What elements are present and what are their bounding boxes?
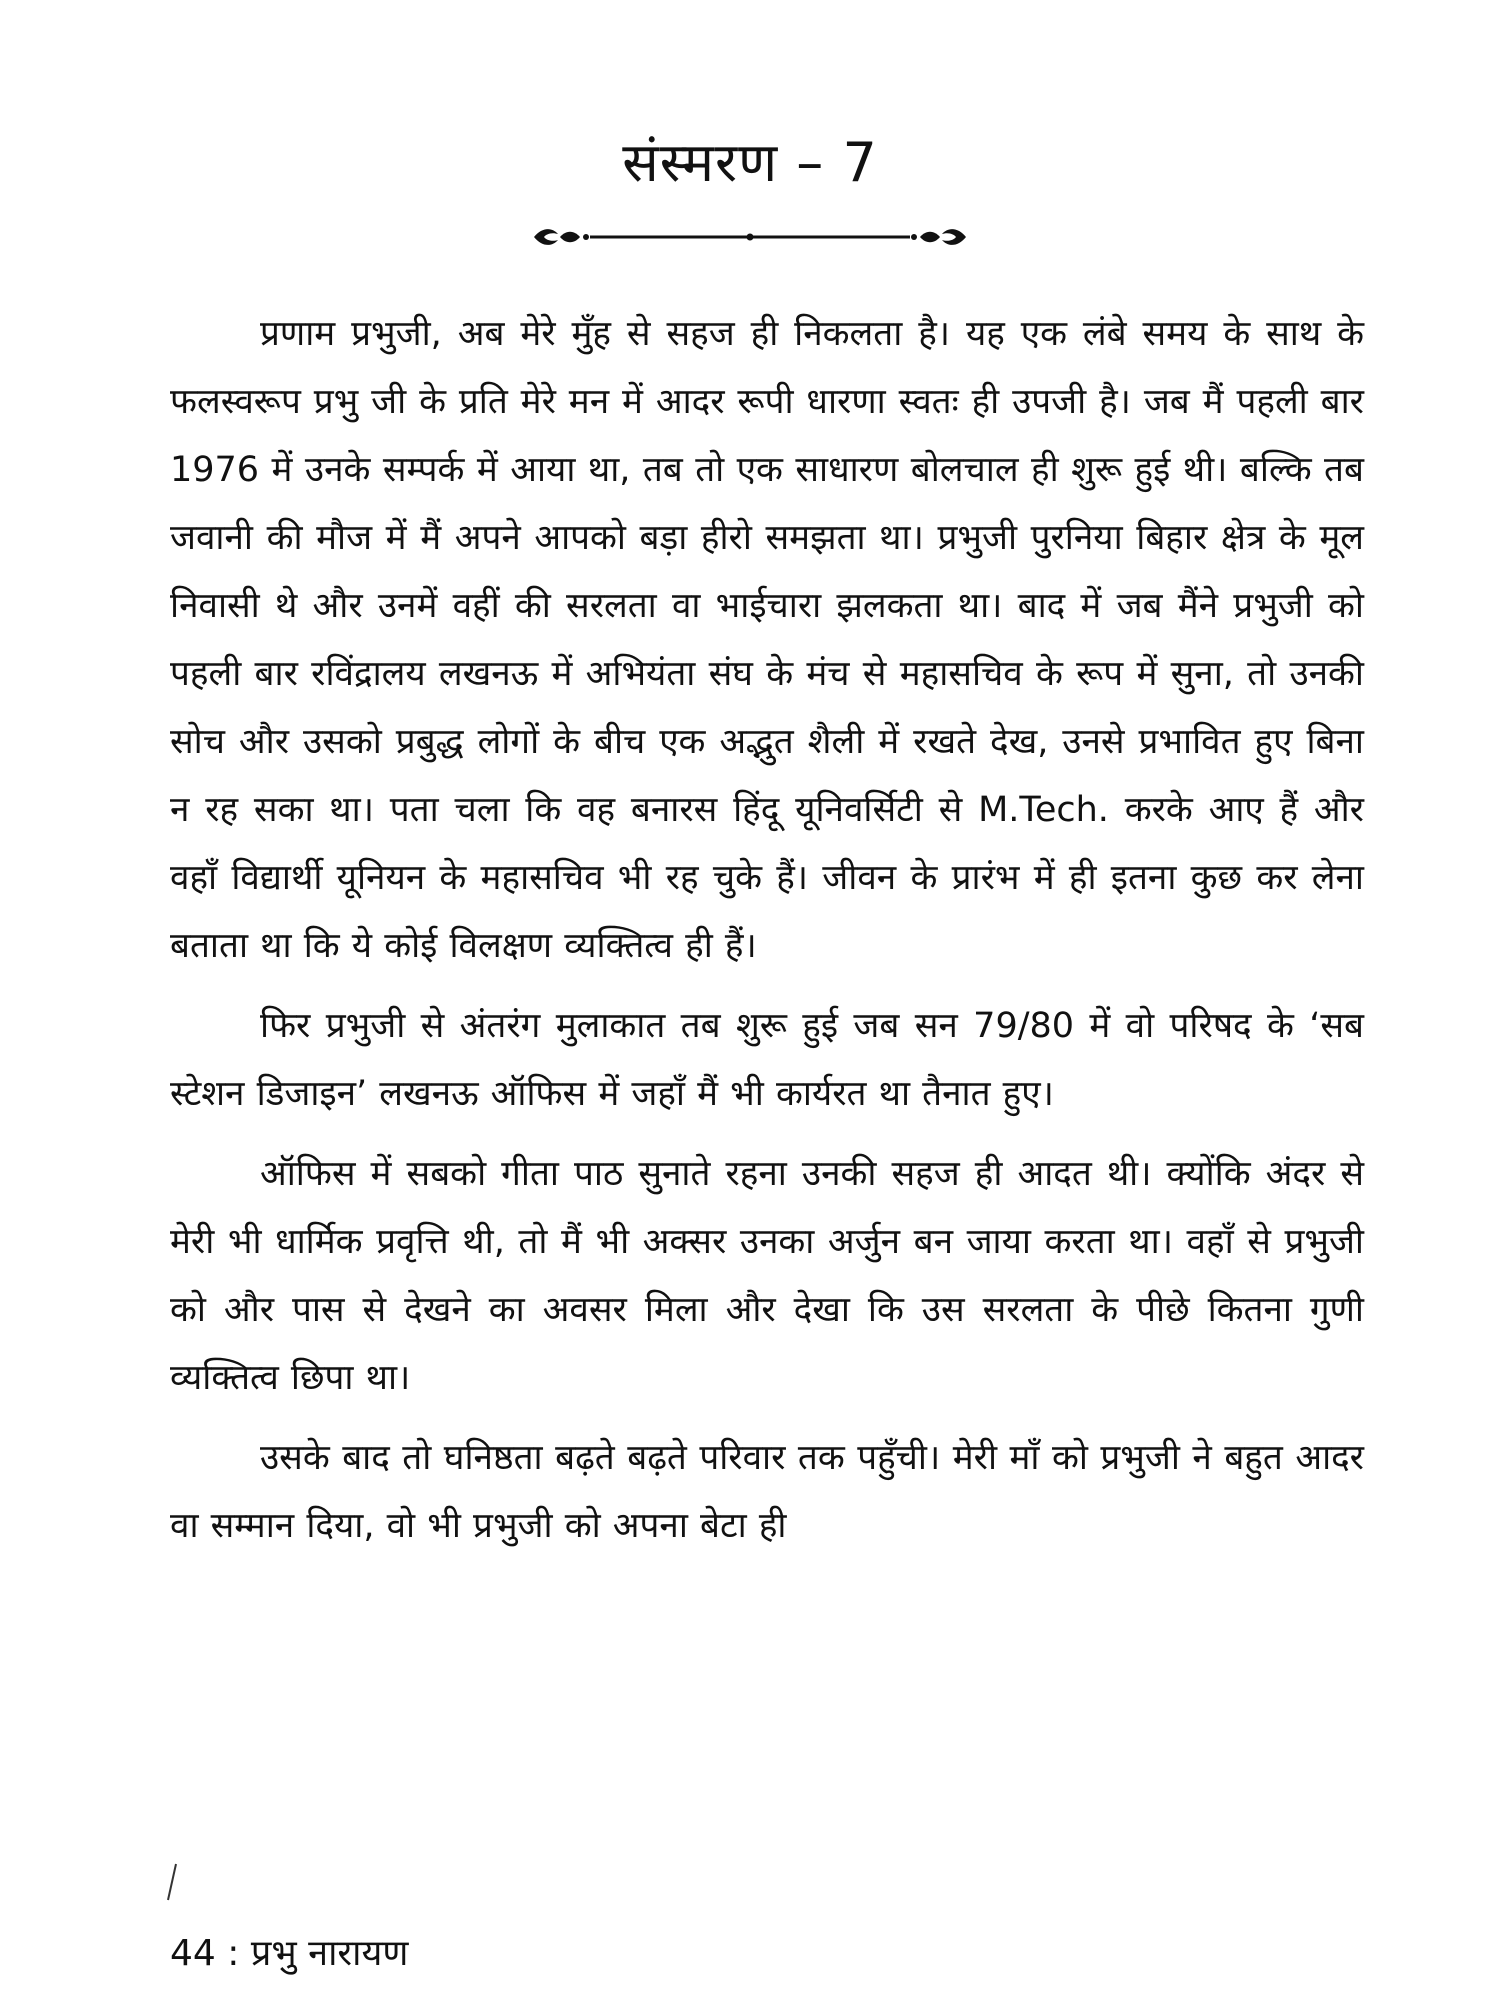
pen-stroke-mark-icon <box>162 1862 182 1902</box>
memoir-body <box>170 300 1364 1560</box>
page-footer <box>170 1930 408 1978</box>
page-title: संस्मरण – 7 <box>622 131 878 194</box>
paragraph-2: फिर प्रभुजी से अंतरंग मुलाकात तब शुरू हुई जब सन 79/80 में वो परिषद के ‘सब स्टेशन डिजाइन’ लखनऊ ऑफिस में जहाँ मैं भी कार्यरत था तैनात हुए। <box>170 1006 1364 1114</box>
page-number: 44 <box>170 1933 216 1974</box>
book-title: प्रभु नारायण <box>250 1933 409 1974</box>
paragraph-1: प्रणाम प्रभुजी, अब मेरे मुँह से सहज ही निकलता है। यह एक लंबे समय के साथ के फलस्वरूप प्रभु जी के प्रति मेरे मन में आदर रूपी धारणा स्वतः ही उपजी है। जब मैं पहली बार 1976 में उनके सम्पर्क में आया था, तब तो एक साधारण बोलचाल ही शुरू हुई थी। बल्कि तब जवानी की मौज में मैं अपने आपको बड़ा हीरो समझता था। प्रभुजी पुरनिया बिहार क्षेत्र के मूल निवासी थे और उनमें वहीं की सरलता वा भाईचारा झलकता था। बाद में जब मैंने प्रभुजी को पहली बार रविंद्रालय लखनऊ में अभियंता संघ के मंच से महासचिव के रूप में सुना, तो उनकी सोच और उसको प्रबुद्ध लोगों के बीच एक अद्भुत शैली में रखते देख, उनसे प्रभावित हुए बिना न रह सका था। पता चला कि वह बनारस हिंदू यूनिवर्सिटी से M.Tech. करके आए हैं और वहाँ विद्यार्थी यूनियन के महासचिव भी रह चुके हैं। जीवन के प्रारंभ में ही इतना कुछ कर लेना बताता था कि ये कोई विलक्षण व्यक्तित्व ही हैं। <box>170 314 1364 966</box>
paragraph-4: उसके बाद तो घनिष्ठता बढ़ते बढ़ते परिवार तक पहुँची। मेरी माँ को प्रभुजी ने बहुत आदर वा सम्मान दिया, वो भी प्रभुजी को अपना बेटा ही <box>170 1438 1364 1546</box>
ornament-divider-icon <box>530 222 970 252</box>
paragraph-3: ऑफिस में सबको गीता पाठ सुनाते रहना उनकी सहज ही आदत थी। क्योंकि अंदर से मेरी भी धार्मिक प्रवृत्ति थी, तो मैं भी अक्सर उनका अर्जुन बन जाया करता था। वहाँ से प्रभुजी को और पास से देखने का अवसर मिला और देखा कि उस सरलता के पीछे कितना गुणी व्यक्तित्व छिपा था। <box>170 1154 1364 1398</box>
footer-separator: : <box>227 1933 240 1974</box>
